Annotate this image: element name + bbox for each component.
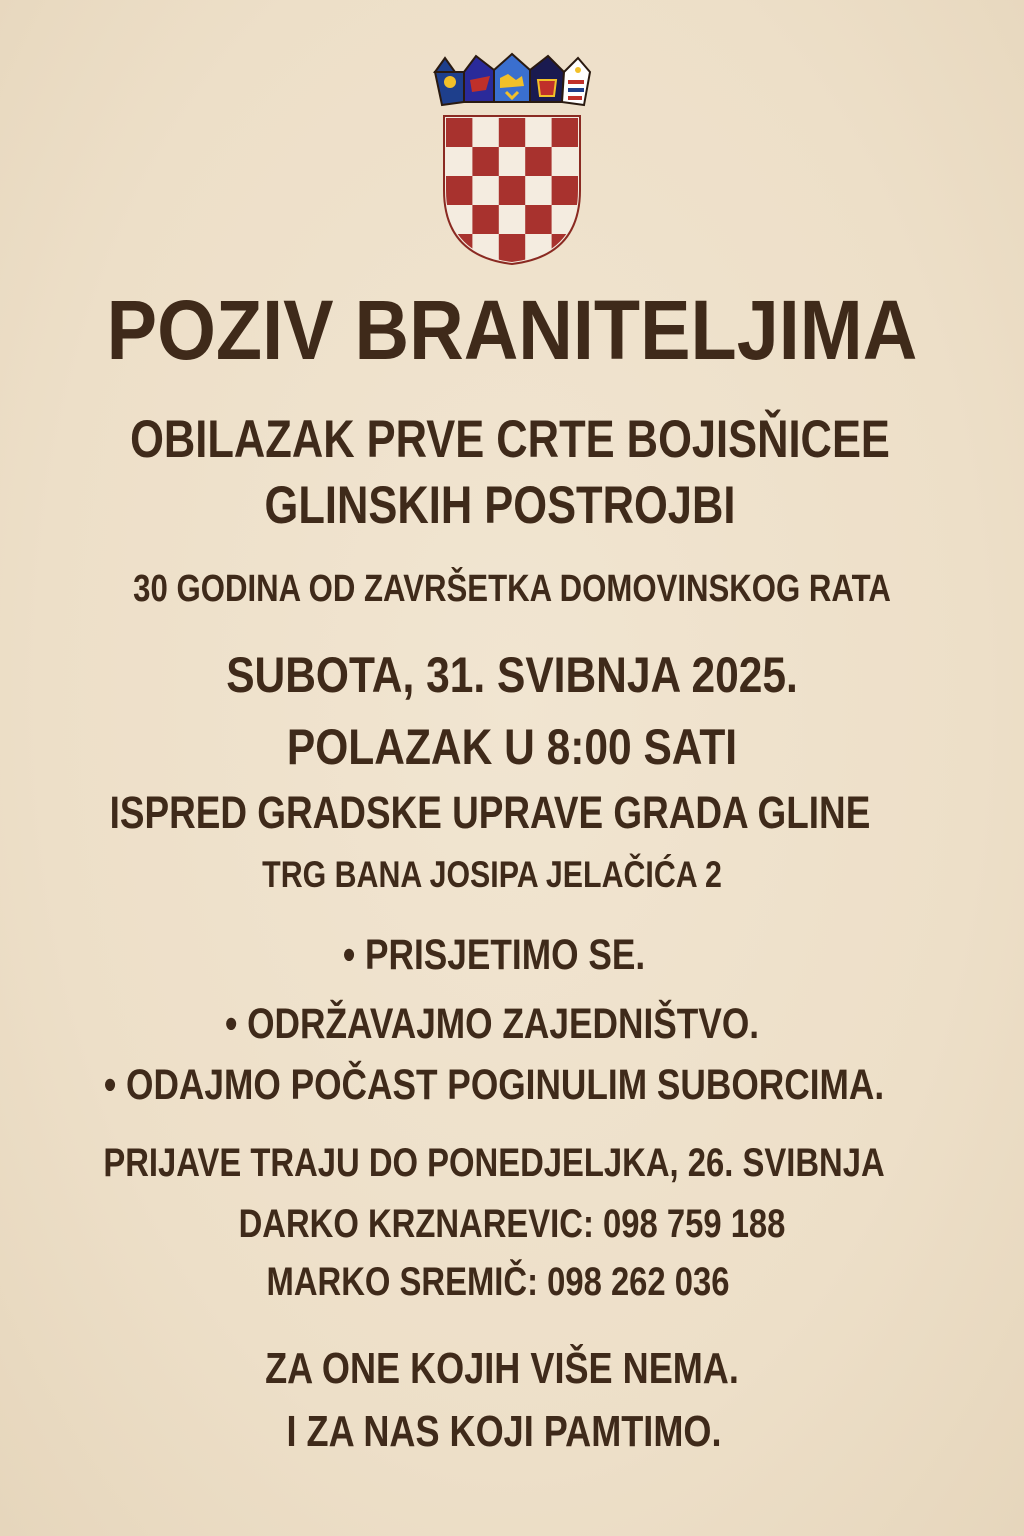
subtitle-line-1: OBILAZAK PRVE CRTE BOJISŇICEE: [130, 410, 890, 469]
bullet-item-2: • ODRŽAVAJMO ZAJEDNIŠTVO.: [224, 1000, 760, 1048]
poster-title: POZIV BRANITELJIMA: [106, 283, 918, 377]
checkered-shield: [444, 116, 580, 264]
coat-of-arms-icon: [430, 50, 595, 270]
closing-line-1: ZA ONE KOJIH VIŠE NEMA.: [265, 1344, 739, 1393]
bullet-item-3: • ODAJMO POČAST POGINULIM SUBORCIMA.: [103, 1061, 885, 1109]
closing-line-2: I ZA NAS KOJI PAMTIMO.: [286, 1407, 722, 1456]
bullet-item-1: • PRISJETIMO SE.: [342, 931, 646, 979]
contact-marko: MARKO SREMIČ: 098 262 036: [266, 1260, 730, 1304]
contact-darko: DARKO KRZNAREVIC: 098 759 188: [238, 1202, 786, 1246]
meeting-location: ISPRED GRADSKE UPRAVE GRADA GLINE: [109, 787, 871, 838]
crown: [435, 54, 590, 105]
meeting-address: TRG BANA JOSIPA JELAČIĆA 2: [262, 854, 722, 895]
anniversary-line: 30 GODINA OD ZAVRŠETKA DOMOVINSKOG RATA: [133, 568, 891, 610]
subtitle-line-2: GLINSKIH POSTROJBI: [264, 476, 736, 535]
registration-deadline: PRIJAVE TRAJU DO PONEDJELJKA, 26. SVIBNJA: [103, 1141, 885, 1185]
event-date: SUBOTA, 31. SVIBNJA 2025.: [226, 647, 798, 703]
departure-time: POLAZAK U 8:00 SATI: [286, 719, 738, 775]
